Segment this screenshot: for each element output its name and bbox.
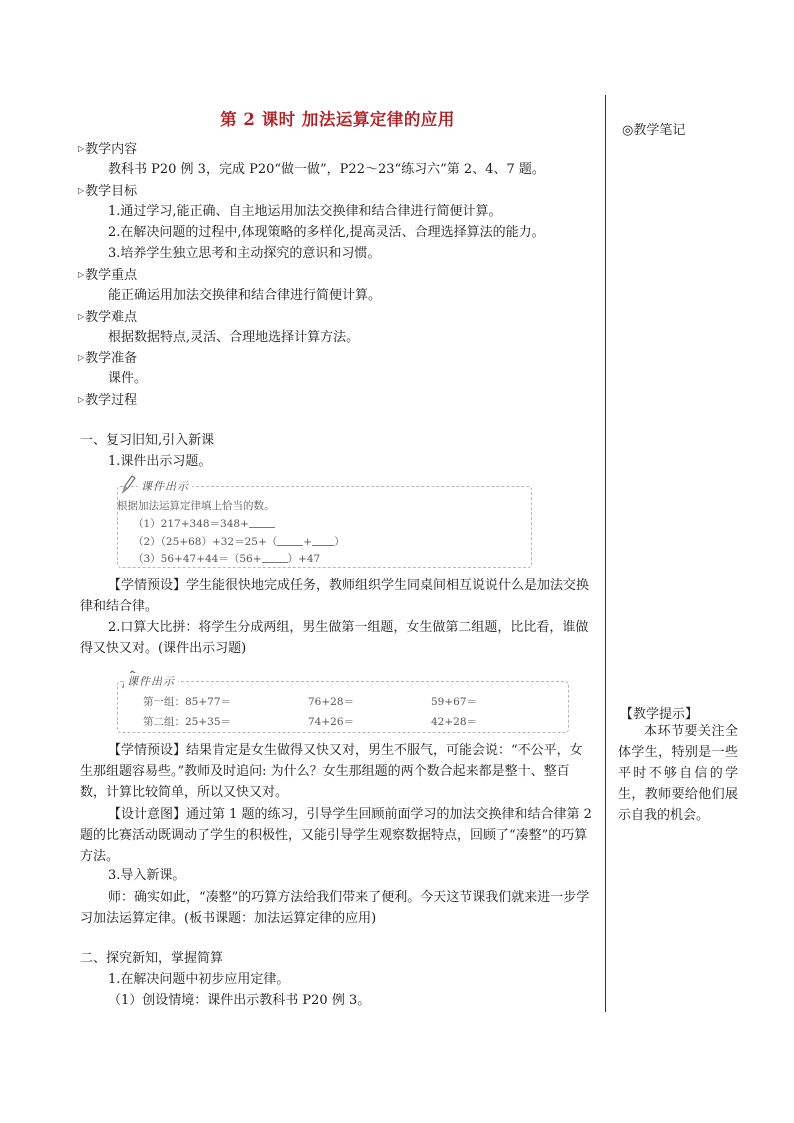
box1-q2-text: （2）（25+68）+32＝25+（ <box>133 536 278 548</box>
column-divider <box>605 95 606 1012</box>
box1-q3-text: （3）56+47+44＝（56+ <box>133 553 262 565</box>
section-heading-text: 教学过程 <box>85 393 138 408</box>
section-heading-text: 教学准备 <box>85 351 138 366</box>
oral-problem: 85+77＝ <box>185 696 232 708</box>
box1-question-3 <box>133 551 320 566</box>
group1-label <box>143 694 231 709</box>
box1-q2-close: ） <box>334 536 345 548</box>
goal-item: 3.培养学生独立思考和主动探究的意识和习惯。 <box>108 246 381 261</box>
triangle-marker-icon: ▷ <box>78 312 85 321</box>
answer-blank[interactable] <box>262 551 288 563</box>
section-heading-key-point <box>78 266 137 285</box>
teaching-tip-title: 【教学提示】 <box>620 707 699 722</box>
part1-step2: 2.口算大比拼：将学生分成两组，男生做第一组题，女生做第二组题，比比看，谁做得又快又对。(课件出示习题) <box>80 620 589 656</box>
oral-problem: 74+26＝ <box>308 716 355 728</box>
part2-step1: 1.在解决问题中初步应用定律。 <box>108 972 290 987</box>
part2-sub1: （1）创设情境：课件出示教科书 P20 例 3。 <box>108 993 371 1008</box>
section-heading-goals <box>78 182 137 201</box>
part1-step3: 3.导入新课。 <box>108 868 186 883</box>
triangle-marker-icon: ▷ <box>78 186 85 195</box>
learning-preview-1: 【学情预设】学生能很快地完成任务，教师组织学生同桌间相互说说什么是加法交换律和结合律。 <box>80 578 590 614</box>
section-heading-difficulty <box>78 308 137 327</box>
box1-q1-text: （1）217+348＝348+ <box>133 518 249 530</box>
group2-label <box>143 714 231 729</box>
design-intent: 【设计意图】通过第 1 题的练习，引导学生回顾前面学习的加法交换律和结合律第 2 题的比赛活动既调动了学生的积极性，又能引导学生观察数据特点，回顾了“凑整”的巧算方法。 <box>80 807 592 864</box>
content-text: 教科书 P20 例 3，完成 P20“做一做”，P22～23“练习六”第 2、4、7 题。 <box>108 162 545 177</box>
goal-item: 1.通过学习,能正确、自主地运用加法交换律和结合律进行简便计算。 <box>108 204 502 219</box>
courseware-box-1-tag <box>120 474 136 498</box>
box1-q2-plus: + <box>303 536 313 548</box>
answer-blank[interactable] <box>312 534 334 546</box>
triangle-marker-icon: ▷ <box>78 353 85 362</box>
courseware-box-2-label: 课件出示 <box>124 673 178 689</box>
part2-heading: 二、探究新知，掌握简算 <box>80 951 224 966</box>
page-title: 第 2 课时 加法运算定律的应用 <box>220 110 455 129</box>
oral-problem: 42+28＝ <box>431 716 478 728</box>
part1-step1: 1.课件出示习题。 <box>108 454 212 469</box>
answer-blank[interactable] <box>249 516 275 528</box>
group-label: 第一组： <box>143 696 185 708</box>
section-heading-preparation <box>78 349 137 368</box>
triangle-marker-icon: ▷ <box>78 144 85 153</box>
difficulty-text: 根据数据特点,灵活、合理地选择计算方法。 <box>108 330 360 345</box>
section-heading-text: 教学难点 <box>85 310 138 325</box>
teaching-tip-text: 本环节要关注全体学生，特别是一些平时不够自信的学生，教师要给他们展示自我的机会。 <box>618 724 738 823</box>
section-heading-text: 教学目标 <box>85 184 138 199</box>
section-heading-text: 教学内容 <box>85 142 138 157</box>
group-label: 第二组： <box>143 716 185 728</box>
box1-instruction: 根据加法运算定律填上恰当的数。 <box>117 500 275 512</box>
triangle-marker-icon: ▷ <box>78 395 85 404</box>
courseware-box-1-label: 课件出示 <box>138 478 192 494</box>
box1-q3-tail: ）+47 <box>287 553 321 565</box>
learning-preview-2: 【学情预设】结果肯定是女生做得又快又对，男生不服气，可能会说：“不公平，女生那组题容易些。”教师及时追问: 为什么？女生那组题的两个数合起来都是整十、整百数，计算比较简单，所以又快又对。 <box>80 743 583 800</box>
answer-blank[interactable] <box>277 534 303 546</box>
oral-problem: 76+28＝ <box>308 696 355 708</box>
goal-item: 2.在解决问题的过程中,体现策略的多样化,提高灵活、合理选择算法的能力。 <box>108 225 545 240</box>
teaching-notes-heading: ◎教学笔记 <box>622 123 686 138</box>
preparation-text: 课件。 <box>108 371 148 386</box>
part1-heading: 一、复习旧知,引入新课 <box>80 433 215 448</box>
key-point-text: 能正确运用加法交换律和结合律进行简便计算。 <box>108 288 382 303</box>
oral-problem: 59+67＝ <box>431 696 478 708</box>
box1-question-1 <box>133 516 275 531</box>
triangle-marker-icon: ▷ <box>78 270 85 279</box>
pencil-icon <box>120 474 136 494</box>
oral-problem: 25+35＝ <box>185 716 232 728</box>
section-heading-text: 教学重点 <box>85 268 138 283</box>
teacher-line: 师：确实如此，“凑整”的巧算方法给我们带来了便利。今天这节课我们就来进一步学习加法运算定律。(板书课题：加法运算定律的应用) <box>80 890 590 926</box>
section-heading-content <box>78 140 137 159</box>
section-heading-process <box>78 391 137 410</box>
box1-question-2 <box>133 534 345 549</box>
